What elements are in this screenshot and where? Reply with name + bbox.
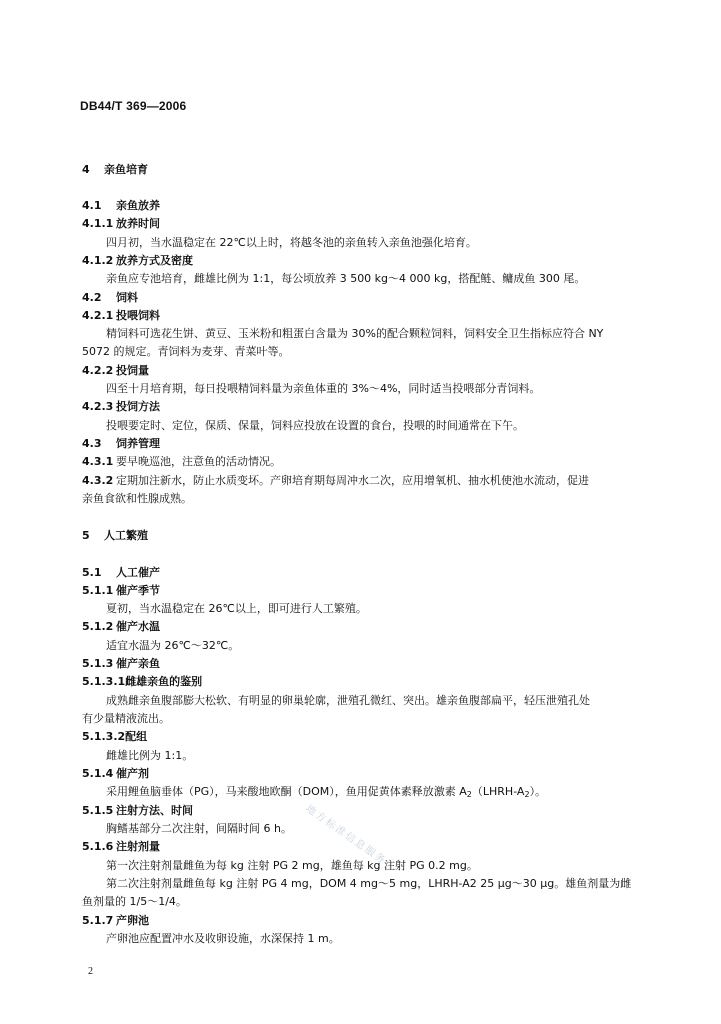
subsection-heading [82,199,160,213]
clause-heading [82,914,149,928]
subsection-heading [82,437,160,451]
section-title: 催产季节 [116,584,160,597]
section-title: 催产水温 [116,620,160,633]
section-title: 催产亲鱼 [116,657,160,670]
clause-heading [82,840,160,854]
section-title: 配组 [125,730,148,743]
section-number: 4.3.2 [82,474,114,487]
clause-text: 要早晚巡池，注意鱼的活动情况。 [116,455,281,468]
section-title: 注射方法、时间 [116,804,193,817]
paragraph: 适宜水温为 26℃～32℃。 [106,639,240,652]
clause-heading [82,217,160,231]
section-number: 5 [82,529,90,542]
section-number: 5.1.3.2 [82,730,126,743]
paragraph: 亲鱼食欲和性腺成熟。 [82,492,192,505]
section-number: 4.1 [82,199,102,212]
section-number: 4.3 [82,437,102,450]
section-title: 人工催产 [116,566,160,579]
clause-heading [82,675,202,689]
document-id: DB44/T 369—2006 [80,99,187,113]
paragraph: 精饲料可选花生饼、黄豆、玉米粉和粗蛋白含量为 30%的配合颗粒饲料，饲料安全卫生指标应符合 NY [106,327,604,340]
clause-heading [82,364,149,378]
subscript: 2 [466,790,472,799]
clause-heading [82,804,193,818]
section-title: 亲鱼培育 [104,163,148,176]
section-number: 4 [82,163,90,176]
paragraph: 四月初，当水温稳定在 22℃以上时，将越冬池的亲鱼转入亲鱼池强化培育。 [106,236,477,249]
paragraph: 5072 的规定。青饲料为麦芽、青菜叶等。 [82,345,290,358]
section-title: 饲料 [116,291,138,304]
clause-heading [82,400,160,414]
subscript: 2 [524,790,530,799]
paragraph: 产卵池应配置冲水及收卵设施，水深保持 1 m。 [106,932,340,945]
paragraph: 雌雄比例为 1:1。 [106,749,194,762]
paragraph: 第一次注射剂量雌鱼为每 kg 注射 PG 2 mg，雄鱼每 kg 注射 PG 0.2 mg。 [106,859,478,872]
section-number: 4.3.1 [82,455,114,468]
section-number: 5.1.3.1 [82,675,126,688]
section-number: 5.1.2 [82,620,114,633]
subsection-heading [82,291,138,305]
section-number: 4.1.1 [82,217,114,230]
section-title: 催产剂 [116,767,149,780]
paragraph: 成熟雌亲鱼腹部膨大松软、有明显的卵巢轮廓，泄殖孔微红、突出。雄亲鱼腹部扁平，轻压泄殖孔处 [106,694,590,707]
clause-line [82,455,281,469]
page-number: 2 [88,966,93,977]
section-title: 产卵池 [116,914,149,927]
section-title: 注射剂量 [116,840,160,853]
section-heading [82,529,148,543]
section-number: 5.1 [82,566,102,579]
section-title: 放养时间 [116,217,160,230]
watermark: 地方标准信息服务 [303,803,389,868]
section-number: 5.1.3 [82,657,114,670]
paragraph [106,785,546,802]
text-run: （LHRH-A [471,785,525,798]
section-title: 饲养管理 [116,437,160,450]
clause-text: 定期加注新水，防止水质变坏。产卵培育期每周冲水二次，应用增氧机、抽水机使池水流动，促进 [116,474,589,487]
clause-heading [82,657,160,671]
section-number: 4.2.3 [82,400,114,413]
section-number: 5.1.5 [82,804,114,817]
section-title: 投喂饲料 [116,309,160,322]
section-title: 投饲量 [116,364,149,377]
section-number: 4.1.2 [82,254,114,267]
section-heading [82,163,148,177]
section-title: 人工繁殖 [104,529,148,542]
section-number: 5.1.7 [82,914,114,927]
section-number: 5.1.4 [82,767,114,780]
subsection-heading [82,566,160,580]
section-title: 放养方式及密度 [116,254,193,267]
paragraph: 投喂要定时、定位，保质、保量，饲料应投放在设置的食台，投喂的时间通常在下午。 [106,419,524,432]
clause-heading [82,730,147,744]
paragraph: 四至十月培育期，每日投喂精饲料量为亲鱼体重的 3%～4%，同时适当投喂部分青饲料。 [106,382,541,395]
clause-heading [82,620,160,634]
clause-line [82,474,589,488]
section-title: 亲鱼放养 [116,199,160,212]
paragraph: 夏初，当水温稳定在 26℃以上，即可进行人工繁殖。 [106,602,367,615]
text-run: 采用鲤鱼脑垂体（PG），马来酸地欧酮（DOM），鱼用促黄体素释放激素 A [106,785,467,798]
section-title: 雌雄亲鱼的鉴别 [125,675,203,688]
paragraph: 第二次注射剂量雌鱼每 kg 注射 PG 4 mg，DOM 4 mg～5 mg，LHRH-A2 25 μg～30 μg。雄鱼剂量为雌 [106,877,632,890]
paragraph: 亲鱼应专池培育，雌雄比例为 1:1，每公顷放养 3 500 kg～4 000 kg，搭配鲢、鳙成鱼 300 尾。 [106,272,586,285]
section-number: 5.1.6 [82,840,114,853]
clause-heading [82,584,160,598]
paragraph: 胸鳍基部分二次注射，间隔时间 6 h。 [106,822,292,835]
paragraph: 鱼剂量的 1/5～1/4。 [82,895,187,908]
section-number: 4.2.1 [82,309,114,322]
clause-heading [82,767,149,781]
section-number: 4.2 [82,291,102,304]
paragraph: 有少量精液流出。 [82,712,170,725]
clause-heading [82,309,160,323]
clause-heading [82,254,193,268]
section-number: 4.2.2 [82,364,114,377]
section-title: 投饲方法 [116,400,160,413]
section-number: 5.1.1 [82,584,114,597]
text-run: ）。 [529,785,547,798]
